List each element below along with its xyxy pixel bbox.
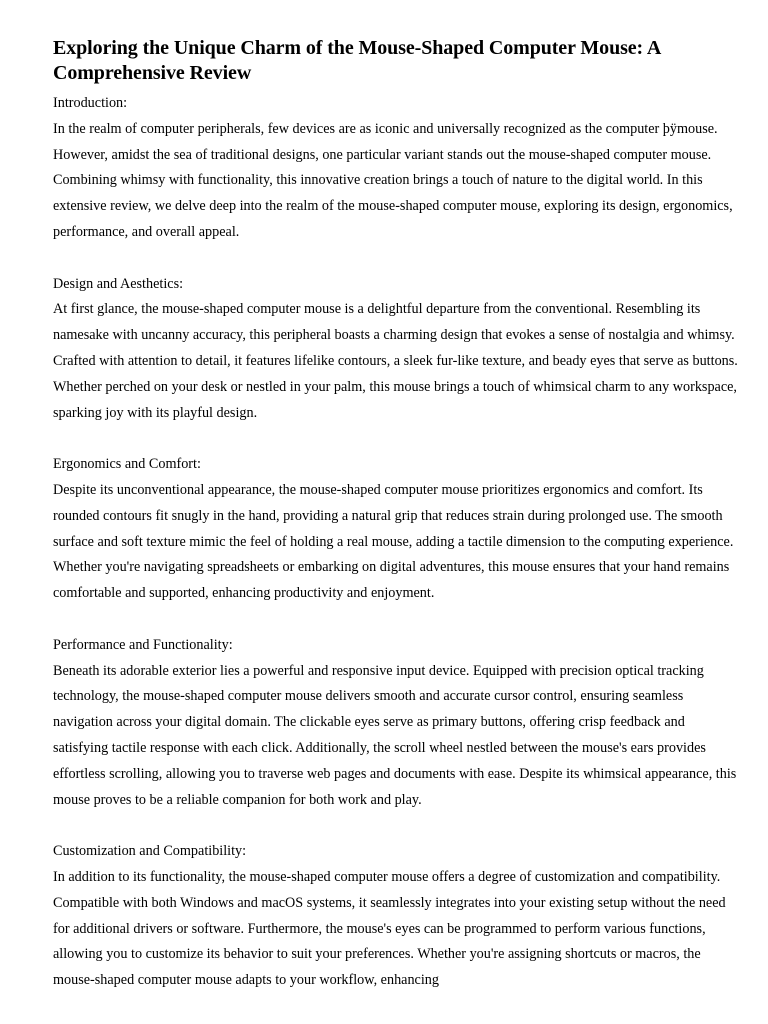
section-heading: Performance and Functionality: xyxy=(53,636,233,653)
document-title: Exploring the Unique Charm of the Mouse-Shaped Computer Mouse: A Comprehensive Review xyxy=(53,37,661,84)
section-paragraph: Beneath its adorable exterior lies a powerful and responsive input device. Equipped with precision optical tracking technology, the mouse-shaped computer mouse delivers smooth and accurate cursor control, ensuring seamless navigation across your digital domain. The clickable eyes serve as primary buttons, offering crisp feedback and satisfying tactile response with each click. Additionally, the scroll wheel nestled between the mouse's ears provides effortless scrolling, allowing you to traverse web pages and documents with ease. Despite its whimsical appearance, this mouse proves to be a reliable companion for both work and play. xyxy=(53,662,737,808)
section-design-aesthetics xyxy=(53,272,743,427)
section-paragraph: In addition to its functionality, the mouse-shaped computer mouse offers a degree of customization and compatibility. Compatible with both Windows and macOS systems, it seamlessly integrates into your existing setup without the need for additional drivers or software. Furthermore, the mouse's eyes can be programmed to perform various functions, allowing you to customize its behavior to suit your preferences. Whether you're assigning shortcuts or macros, the mouse-shaped computer mouse adapts to your workflow, enhancing xyxy=(53,868,726,989)
section-performance-functionality xyxy=(53,633,743,814)
section-customization-compatibility xyxy=(53,839,743,994)
section-heading: Customization and Compatibility: xyxy=(53,843,247,860)
paragraph-spacer xyxy=(53,813,743,839)
section-heading: Ergonomics and Comfort: xyxy=(53,456,201,473)
document-body xyxy=(53,36,743,994)
introduction-label: Introduction: xyxy=(53,95,128,111)
section-heading: Design and Aesthetics: xyxy=(53,275,184,292)
paragraph-spacer xyxy=(53,246,743,272)
section-ergonomics-comfort xyxy=(53,452,743,607)
section-paragraph: At first glance, the mouse-shaped computer mouse is a delightful departure from the conventional. Resembling its namesake with uncanny accuracy, this peripheral boasts a charming design that evokes a sense of nostalgia and whimsy. Crafted with attention to detail, it features lifelike contours, a sleek fur-like texture, and beady eyes that serve as buttons. Whether perched on your desk or nestled in your palm, this mouse brings a touch of whimsical charm to any workspace, sparking joy with its playful design. xyxy=(53,301,738,421)
section-paragraph: Despite its unconventional appearance, the mouse-shaped computer mouse prioritizes ergonomics and comfort. Its rounded contours fit snugly in the hand, providing a natural grip that reduces strain during prolonged use. The smooth surface and soft texture mimic the feel of holding a real mouse, adding a tactile dimension to the computing experience. Whether you're navigating spreadsheets or embarking on digital adventures, this mouse ensures that your hand remains comfortable and supported, enhancing productivity and enjoyment. xyxy=(53,481,734,602)
paragraph-spacer xyxy=(53,607,743,633)
paragraph-spacer xyxy=(53,426,743,452)
introduction-paragraph: In the realm of computer peripherals, few devices are as iconic and universally recognized as the computer þÿmouse. However, amidst the sea of traditional designs, one particular variant stands out the mouse-shaped computer mouse. Combining whimsy with functionality, this innovative creation brings a touch of nature to the digital world. In this extensive review, we delve deep into the realm of the mouse-shaped computer mouse, exploring its design, ergonomics, performance, and overall appeal. xyxy=(53,120,733,240)
